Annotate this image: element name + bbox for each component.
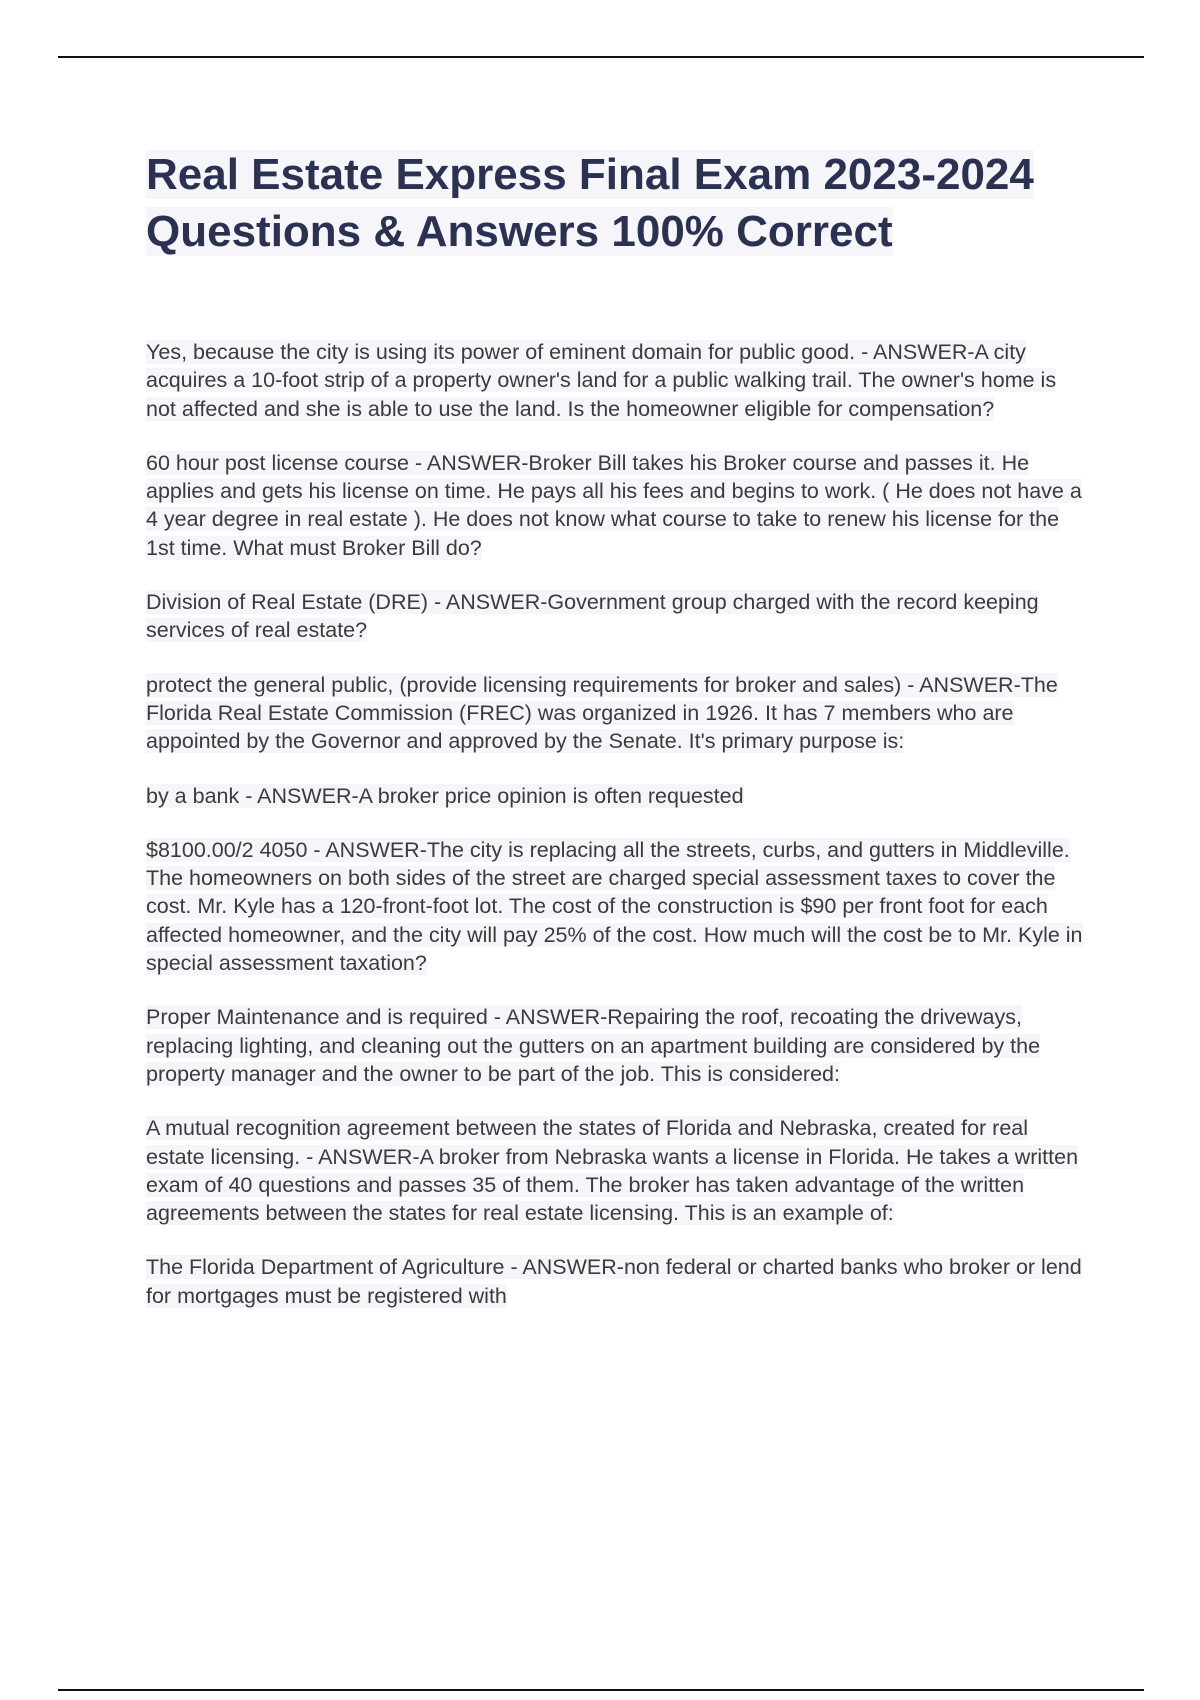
qa-text: protect the general public, (provide licensing requirements for broker and sales) - ANSWER-The Florida Real Estate Commission (FREC) was organized in 1926. It has 7 members who are appointed by the Governor and approved by the Senate. It's primary purpose is: — [146, 672, 1058, 754]
qa-text: Division of Real Estate (DRE) - ANSWER-Government group charged with the record keeping services of real estate? — [146, 590, 1039, 643]
qa-item — [146, 1003, 1088, 1088]
qa-item — [146, 1253, 1088, 1310]
qa-text: The Florida Department of Agriculture - ANSWER-non federal or charted banks who broker or lend for mortgages must be registered with — [146, 1255, 1082, 1308]
qa-item — [146, 836, 1088, 977]
qa-item — [146, 588, 1088, 645]
qa-text: Yes, because the city is using its power of eminent domain for public good. - ANSWER-A city acquires a 10-foot strip of a property owner's land for a public walking trail. The owner's home is not affected and she is able to use the land. Is the homeowner eligible for compensation? — [146, 340, 1057, 421]
qa-text: Proper Maintenance and is required - ANSWER-Repairing the roof, recoating the driveways, replacing lighting, and cleaning out the gutters on an apartment building are considered by the property manager and the owner to be part of the job. This is considered: — [146, 1005, 1041, 1086]
qa-item — [146, 671, 1088, 756]
qa-item — [146, 449, 1088, 562]
title-block — [146, 146, 1088, 260]
qa-list — [146, 338, 1088, 1336]
qa-text: A mutual recognition agreement between the states of Florida and Nebraska, created for real estate licensing. - ANSWER-A broker from Nebraska wants a license in Florida. He takes a written exam of 40 questions and passes 35 of them. The broker has taken advantage of the written agreements between the states for real estate licensing. This is an example of: — [146, 1116, 1079, 1226]
bottom-rule — [58, 1689, 1144, 1691]
qa-item — [146, 338, 1088, 423]
qa-text: 60 hour post license course - ANSWER-Broker Bill takes his Broker course and passes it. He applies and gets his license on time. He pays all his fees and begins to work. ( He does not have a 4 year degree in real estate ). He does not know what course to take to renew his license for the 1st time. What must Broker Bill do? — [146, 450, 1082, 560]
qa-item — [146, 1114, 1088, 1227]
page-title: Real Estate Express Final Exam 2023-2024 Questions & Answers 100% Correct — [146, 150, 1034, 256]
qa-item — [146, 782, 1088, 810]
top-rule — [58, 56, 1144, 58]
qa-text: $8100.00/2 4050 - ANSWER-The city is replacing all the streets, curbs, and gutters in Middleville. The homeowners on both sides of the street are charged special assessment taxes to cover the cost. Mr. Kyle has a 120-front-foot lot. The cost of the construction is $90 per front foot for each affected homeowner, and the city will pay 25% of the cost. How much will the cost be to Mr. Kyle in special assessment taxation? — [146, 837, 1083, 976]
qa-text: by a bank - ANSWER-A broker price opinion is often requested — [146, 783, 744, 808]
